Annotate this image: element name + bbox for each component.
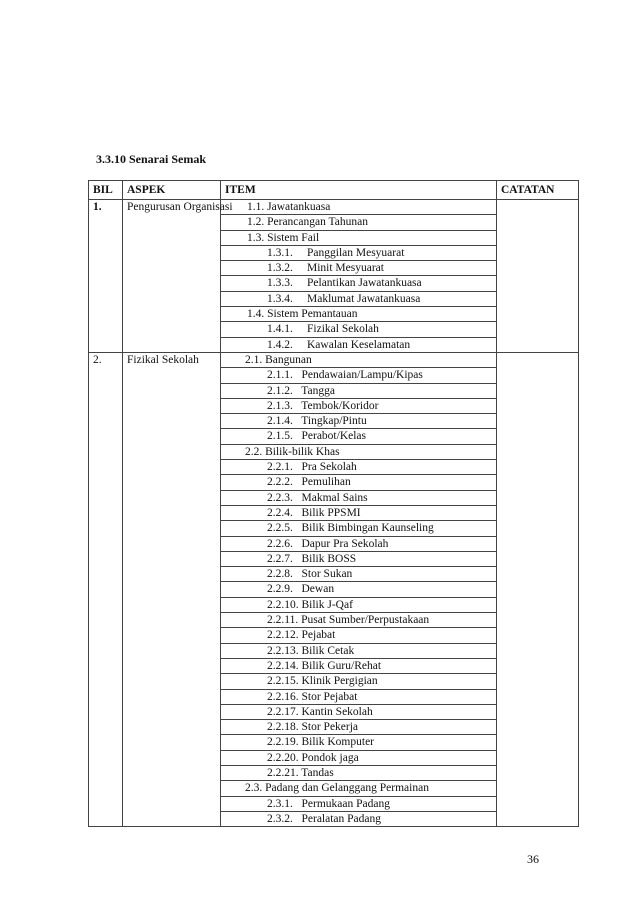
item-label: 2.3. Padang dan Gelanggang Permainan bbox=[245, 782, 429, 795]
item-label: 1.1. Jawatankuasa bbox=[247, 201, 331, 213]
item-cell bbox=[221, 750, 497, 765]
item-cell bbox=[221, 597, 497, 612]
item-label: Kawalan Keselamatan bbox=[307, 338, 411, 351]
item-cell bbox=[221, 704, 497, 719]
aspek-cell: Fizikal Sekolah bbox=[123, 352, 221, 826]
item-label: 1.4. Sistem Pemantauan bbox=[247, 308, 358, 321]
item-cell bbox=[221, 551, 497, 566]
item-cell bbox=[221, 368, 497, 383]
item-cell bbox=[221, 245, 497, 260]
item-label: 2.1.4. Tingkap/Pintu bbox=[267, 415, 367, 428]
item-label: 2.2.8. Stor Sukan bbox=[267, 568, 353, 581]
item-cell bbox=[221, 521, 497, 536]
item-label: 2.2.11. Pusat Sumber/Perpustakaan bbox=[267, 614, 430, 627]
item-cell bbox=[221, 720, 497, 735]
item-label: 2.1.2. Tangga bbox=[267, 384, 335, 397]
item-label: 2.3.2. Peralatan Padang bbox=[267, 812, 382, 825]
item-cell bbox=[221, 276, 497, 291]
item-label: 2.2.10. Bilik J-Qaf bbox=[267, 598, 353, 611]
item-cell bbox=[221, 291, 497, 306]
header-item: ITEM bbox=[221, 181, 497, 200]
header-bil: BIL bbox=[89, 181, 123, 200]
item-number: 1.3.4. bbox=[267, 292, 293, 305]
header-aspek: ASPEK bbox=[123, 181, 221, 200]
item-cell bbox=[221, 383, 497, 398]
section-title: 3.3.10 Senarai Semak bbox=[96, 152, 207, 166]
item-label: 2.2.1. Pra Sekolah bbox=[267, 461, 357, 474]
item-label: 2.2.9. Dewan bbox=[267, 583, 335, 596]
item-cell bbox=[221, 567, 497, 582]
table-header bbox=[89, 181, 579, 200]
item-cell bbox=[221, 230, 497, 245]
item-cell bbox=[221, 658, 497, 673]
item-number: 1.4.2. bbox=[267, 338, 293, 351]
item-label: 2.2.14. Bilik Guru/Rehat bbox=[267, 659, 382, 672]
item-cell bbox=[221, 643, 497, 658]
table-row bbox=[89, 200, 579, 215]
item-label: 2.2.13. Bilik Cetak bbox=[267, 644, 355, 657]
item-cell bbox=[221, 460, 497, 475]
item-cell bbox=[221, 307, 497, 322]
item-cell bbox=[221, 398, 497, 413]
item-label: 2.1.5. Perabot/Kelas bbox=[267, 430, 367, 443]
item-cell bbox=[221, 582, 497, 597]
item-label: Minit Mesyuarat bbox=[307, 262, 384, 275]
table-row bbox=[89, 352, 579, 367]
item-cell bbox=[221, 628, 497, 643]
item-label: 2.1.3. Tembok/Koridor bbox=[267, 399, 379, 412]
item-label: 2.2.17. Kantin Sekolah bbox=[267, 705, 373, 718]
item-cell bbox=[221, 781, 497, 796]
item-label: Pelantikan Jawatankuasa bbox=[307, 277, 422, 290]
item-cell bbox=[221, 505, 497, 520]
item-label: Fizikal Sekolah bbox=[307, 323, 379, 336]
item-cell bbox=[221, 475, 497, 490]
bil-cell: 2. bbox=[89, 352, 123, 826]
item-label: 2.2.20. Pondok jaga bbox=[267, 751, 359, 764]
item-cell bbox=[221, 352, 497, 367]
item-number: 1.3.1. bbox=[267, 246, 293, 259]
item-label: 2.2.7. Bilik BOSS bbox=[267, 552, 357, 565]
item-label: Maklumat Jawatankuasa bbox=[307, 292, 421, 305]
page-number: 36 bbox=[527, 852, 539, 866]
aspek-cell: Pengurusan Organisasi bbox=[123, 200, 221, 353]
item-number: 1.4.1. bbox=[267, 323, 293, 336]
item-label: 2.2.15. Klinik Pergigian bbox=[267, 675, 378, 688]
item-cell bbox=[221, 414, 497, 429]
item-label: 2.2.4. Bilik PPSMI bbox=[267, 506, 361, 519]
item-cell bbox=[221, 200, 497, 215]
item-label: 1.2. Perancangan Tahunan bbox=[247, 216, 368, 229]
item-cell bbox=[221, 765, 497, 780]
header-row bbox=[89, 181, 579, 200]
item-cell bbox=[221, 444, 497, 459]
item-number: 1.3.3. bbox=[267, 277, 293, 290]
item-cell bbox=[221, 536, 497, 551]
item-label: 2.2.19. Bilik Komputer bbox=[267, 736, 375, 749]
table-body bbox=[89, 200, 579, 827]
item-cell bbox=[221, 429, 497, 444]
item-label: 1.3. Sistem Fail bbox=[247, 231, 320, 244]
item-label: 2.2.16. Stor Pejabat bbox=[267, 690, 358, 703]
item-cell bbox=[221, 261, 497, 276]
item-cell bbox=[221, 490, 497, 505]
item-label: 2.3.1. Permukaan Padang bbox=[267, 797, 390, 810]
item-cell bbox=[221, 811, 497, 826]
item-label: 2.2. Bilik-bilik Khas bbox=[245, 445, 340, 458]
checklist-table bbox=[88, 180, 579, 827]
item-label: 2.2.18. Stor Pekerja bbox=[267, 721, 359, 734]
bil-cell: 1. bbox=[89, 200, 123, 353]
item-cell bbox=[221, 613, 497, 628]
item-label: 2.2.2. Pemulihan bbox=[267, 476, 351, 489]
item-cell bbox=[221, 337, 497, 352]
item-cell bbox=[221, 322, 497, 337]
header-catatan: CATATAN bbox=[497, 181, 579, 200]
item-label: 2.2.21. Tandas bbox=[267, 766, 334, 779]
catatan-cell bbox=[497, 200, 579, 353]
item-label: Panggilan Mesyuarat bbox=[307, 246, 405, 259]
item-number: 1.3.2. bbox=[267, 262, 293, 275]
item-cell bbox=[221, 796, 497, 811]
item-cell bbox=[221, 689, 497, 704]
item-cell bbox=[221, 674, 497, 689]
item-label: 2.2.3. Makmal Sains bbox=[267, 491, 368, 504]
catatan-cell bbox=[497, 352, 579, 826]
item-cell bbox=[221, 215, 497, 230]
item-cell bbox=[221, 735, 497, 750]
item-label: 2.2.12. Pejabat bbox=[267, 629, 336, 642]
item-label: 2.2.5. Bilik Bimbingan Kaunseling bbox=[267, 522, 434, 535]
item-label: 2.2.6. Dapur Pra Sekolah bbox=[267, 537, 389, 550]
item-label: 2.1.1. Pendawaian/Lampu/Kipas bbox=[267, 369, 423, 382]
item-label: 2.1. Bangunan bbox=[245, 353, 312, 366]
